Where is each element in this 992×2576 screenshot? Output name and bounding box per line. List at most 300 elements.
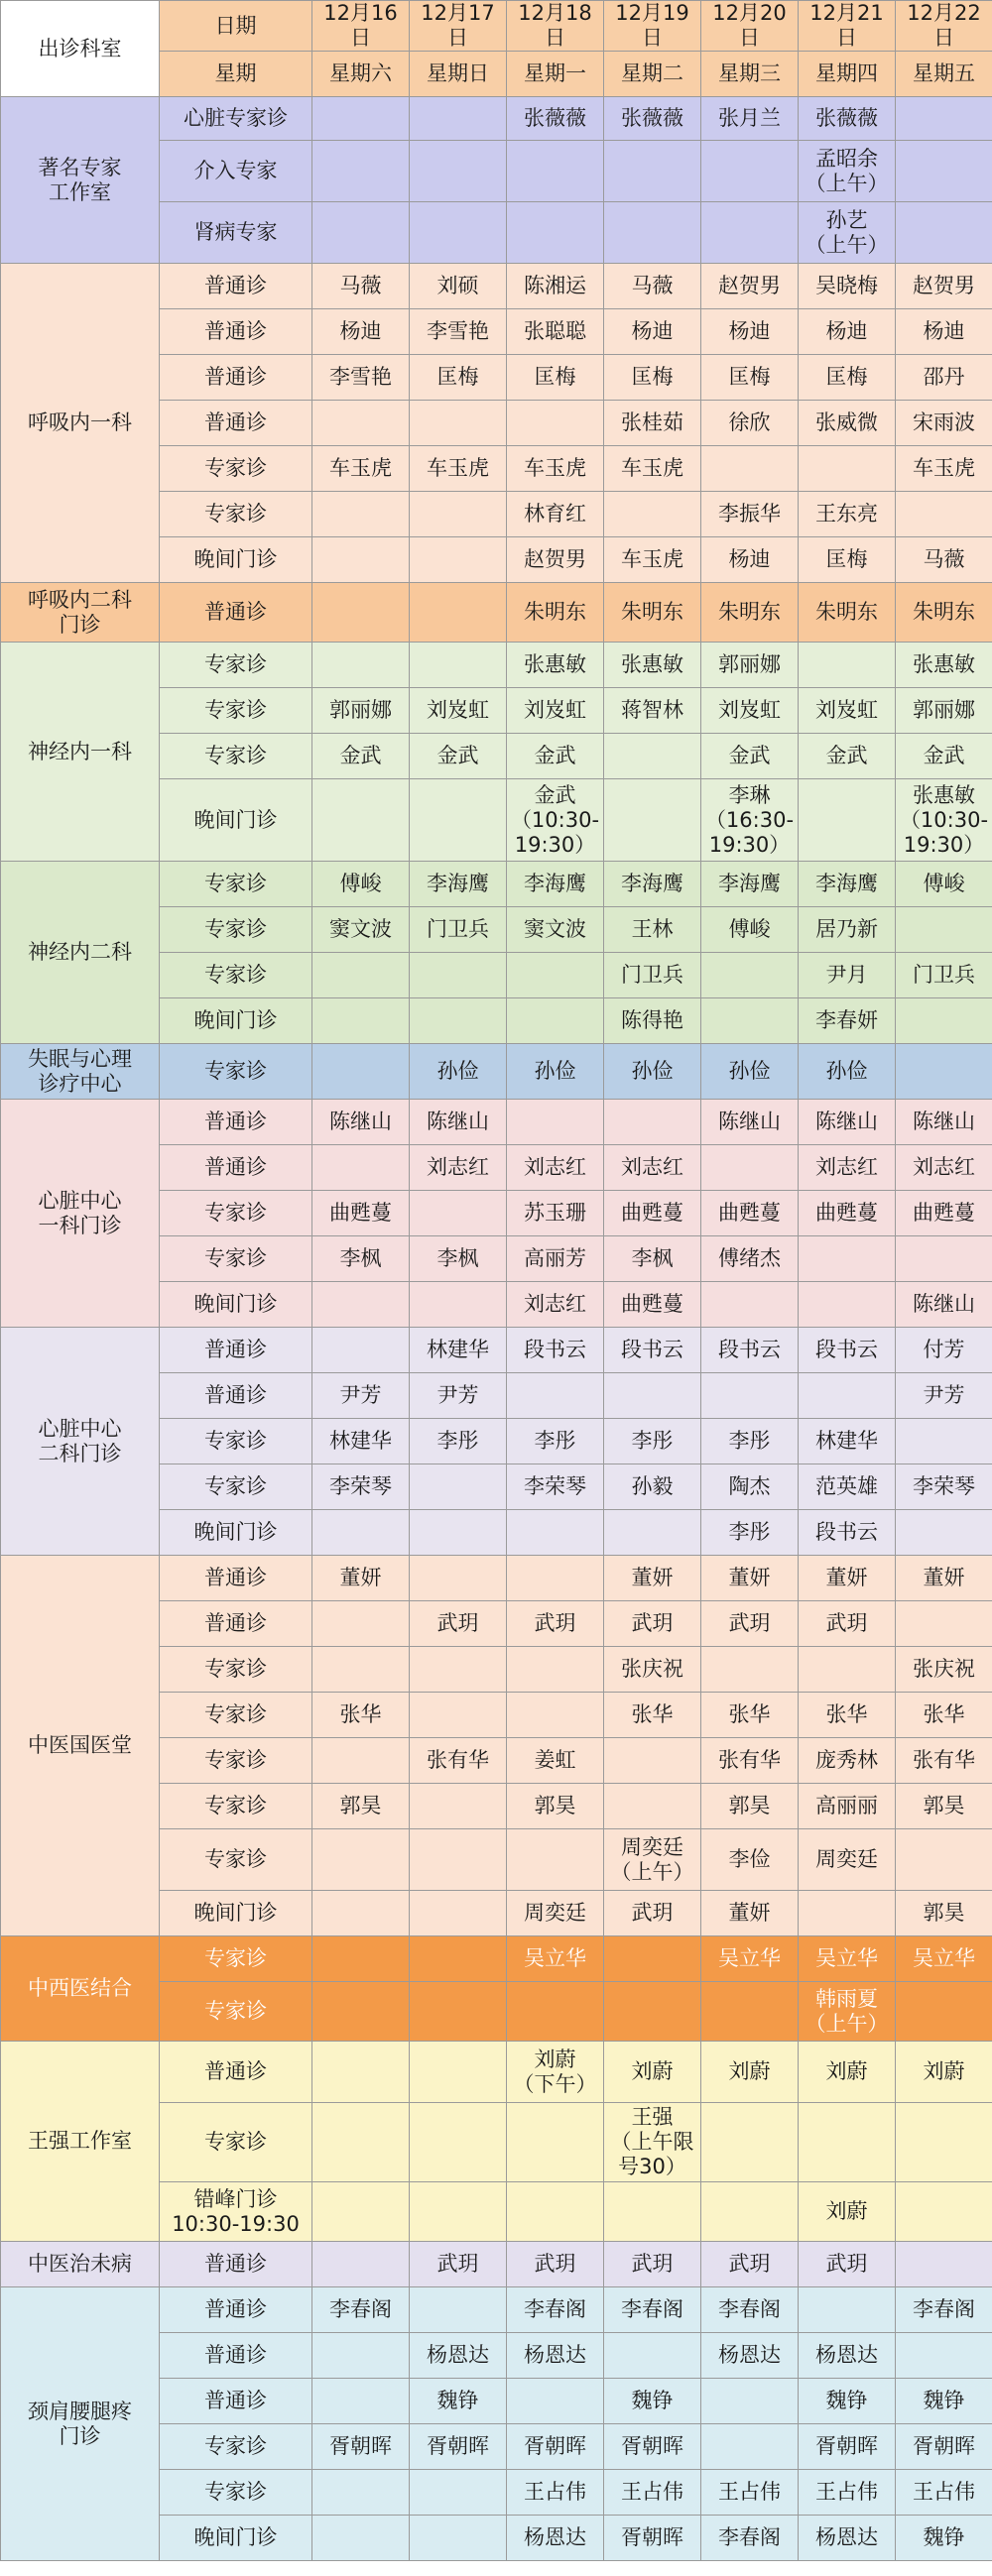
doctor-cell — [312, 1601, 410, 1647]
doctor-cell — [604, 1982, 701, 2042]
doctor-cell: 杨迪 — [312, 309, 410, 355]
doctor-cell — [312, 1891, 410, 1936]
clinic-type-cell: 专家诊 — [160, 2424, 312, 2470]
clinic-type-cell: 普通诊 — [160, 1100, 312, 1145]
doctor-cell: 陈继山 — [701, 1100, 799, 1145]
weekday-cell: 星期日 — [410, 52, 507, 97]
doctor-cell — [312, 2182, 410, 2242]
doctor-cell: 武玥 — [701, 1601, 799, 1647]
clinic-type-cell: 普通诊 — [160, 1556, 312, 1601]
doctor-cell: 陈继山 — [312, 1100, 410, 1145]
doctor-cell: 胥朝晖 — [507, 2424, 604, 2470]
doctor-cell: 段书云 — [799, 1328, 896, 1373]
doctor-cell — [507, 2379, 604, 2424]
doctor-cell — [410, 537, 507, 583]
doctor-cell: 段书云 — [799, 1510, 896, 1556]
doctor-cell: 张有华 — [410, 1738, 507, 1784]
doctor-cell — [604, 2333, 701, 2379]
doctor-cell — [701, 202, 799, 264]
schedule-row — [1, 1936, 992, 1982]
doctor-cell: 傅绪杰 — [701, 1236, 799, 1282]
doctor-cell — [701, 1647, 799, 1693]
doctor-cell — [410, 643, 507, 688]
doctor-cell: 张桂茹 — [604, 401, 701, 446]
doctor-cell: 刘蔚 — [604, 2042, 701, 2103]
doctor-cell: 金武 — [410, 734, 507, 779]
doctor-cell — [799, 1647, 896, 1693]
doctor-cell: 陈继山 — [896, 1100, 992, 1145]
doctor-cell — [312, 2333, 410, 2379]
weekday-cell: 星期三 — [701, 52, 799, 97]
doctor-cell: 孙艺 （上午） — [799, 202, 896, 264]
clinic-type-cell: 专家诊 — [160, 1936, 312, 1982]
doctor-cell: 李彤 — [410, 1419, 507, 1464]
doctor-cell: 张庆祝 — [604, 1647, 701, 1693]
clinic-type-cell: 错峰门诊 10:30-19:30 — [160, 2182, 312, 2242]
clinic-type-cell: 专家诊 — [160, 862, 312, 907]
doctor-cell — [507, 1829, 604, 1891]
doctor-cell: 林建华 — [312, 1419, 410, 1464]
schedule-body — [1, 1, 992, 2561]
doctor-cell — [312, 97, 410, 141]
doctor-cell: 李彤 — [507, 1419, 604, 1464]
department-cell: 颈肩腰腿疼 门诊 — [1, 2287, 160, 2561]
doctor-cell — [410, 1936, 507, 1982]
doctor-cell — [312, 1647, 410, 1693]
doctor-cell — [312, 1936, 410, 1982]
doctor-cell: 朱明东 — [604, 583, 701, 643]
date-cell: 12月16日 — [312, 1, 410, 52]
doctor-cell: 李春阁 — [312, 2287, 410, 2333]
doctor-cell: 李彤 — [701, 1419, 799, 1464]
doctor-cell: 孙俭 — [604, 1044, 701, 1100]
doctor-cell — [896, 907, 992, 953]
doctor-cell: 陈继山 — [896, 1282, 992, 1328]
doctor-cell: 郭丽娜 — [896, 688, 992, 734]
schedule-row — [1, 2242, 992, 2287]
date-label: 日期 — [160, 1, 312, 52]
doctor-cell: 张薇薇 — [604, 97, 701, 141]
doctor-cell: 段书云 — [701, 1328, 799, 1373]
doctor-cell: 刘硕 — [410, 264, 507, 309]
doctor-cell: 王占伟 — [701, 2470, 799, 2516]
doctor-cell — [410, 1556, 507, 1601]
doctor-cell — [410, 97, 507, 141]
department-cell: 神经内二科 — [1, 862, 160, 1044]
doctor-cell: 傅峻 — [312, 862, 410, 907]
doctor-cell — [410, 1191, 507, 1236]
doctor-cell: 武玥 — [410, 2242, 507, 2287]
schedule-row — [1, 264, 992, 309]
department-cell: 中西医结合 — [1, 1936, 160, 2042]
doctor-cell: 周奕廷 （上午） — [604, 1829, 701, 1891]
doctor-cell: 王占伟 — [604, 2470, 701, 2516]
doctor-cell: 张威微 — [799, 401, 896, 446]
doctor-cell — [507, 1373, 604, 1419]
doctor-cell: 杨迪 — [701, 309, 799, 355]
clinic-type-cell: 晚间门诊 — [160, 537, 312, 583]
doctor-cell: 李琳 （16:30- 19:30） — [701, 779, 799, 862]
clinic-type-cell: 专家诊 — [160, 1829, 312, 1891]
doctor-cell — [410, 202, 507, 264]
clinic-type-cell: 普通诊 — [160, 1601, 312, 1647]
doctor-cell: 刘蔚 — [799, 2042, 896, 2103]
doctor-cell — [896, 1982, 992, 2042]
doctor-cell: 杨迪 — [896, 309, 992, 355]
doctor-cell — [312, 1510, 410, 1556]
doctor-cell — [701, 446, 799, 492]
doctor-cell — [507, 1556, 604, 1601]
doctor-cell: 宋雨波 — [896, 401, 992, 446]
doctor-cell — [799, 1373, 896, 1419]
doctor-cell: 武玥 — [701, 2242, 799, 2287]
doctor-cell: 曲甦蔓 — [604, 1191, 701, 1236]
doctor-cell — [507, 1510, 604, 1556]
doctor-cell: 车玉虎 — [312, 446, 410, 492]
doctor-cell: 金武 — [312, 734, 410, 779]
doctor-cell: 曲甦蔓 — [312, 1191, 410, 1236]
doctor-cell: 孙俭 — [507, 1044, 604, 1100]
department-cell: 中医国医堂 — [1, 1556, 160, 1936]
doctor-cell: 李荣琴 — [896, 1464, 992, 1510]
doctor-cell — [312, 2242, 410, 2287]
doctor-cell: 郭昊 — [896, 1891, 992, 1936]
doctor-cell — [799, 1891, 896, 1936]
doctor-cell: 杨恩达 — [799, 2516, 896, 2561]
doctor-cell — [799, 643, 896, 688]
doctor-cell — [604, 1738, 701, 1784]
doctor-cell — [701, 998, 799, 1044]
doctor-cell: 李彤 — [604, 1419, 701, 1464]
doctor-cell: 李枫 — [410, 1236, 507, 1282]
doctor-cell: 武玥 — [604, 2242, 701, 2287]
doctor-cell: 吴立华 — [701, 1936, 799, 1982]
doctor-cell: 金武 （10:30- 19:30） — [507, 779, 604, 862]
doctor-cell: 匡梅 — [410, 355, 507, 401]
schedule-row — [1, 1328, 992, 1373]
doctor-cell — [312, 1145, 410, 1191]
doctor-cell: 刘志红 — [604, 1145, 701, 1191]
doctor-cell: 尹月 — [799, 953, 896, 998]
doctor-cell — [410, 1647, 507, 1693]
doctor-cell: 匡梅 — [701, 355, 799, 401]
doctor-cell: 王强 （上午限 号30） — [604, 2103, 701, 2182]
doctor-cell — [701, 1982, 799, 2042]
doctor-cell: 刘岌虹 — [410, 688, 507, 734]
doctor-cell: 张华 — [799, 1693, 896, 1738]
doctor-cell: 李春阁 — [507, 2287, 604, 2333]
doctor-cell — [312, 1328, 410, 1373]
doctor-cell: 李海鹰 — [701, 862, 799, 907]
doctor-cell: 李荣琴 — [507, 1464, 604, 1510]
clinic-type-cell: 普通诊 — [160, 2333, 312, 2379]
doctor-cell: 郭昊 — [507, 1784, 604, 1829]
doctor-cell: 陈继山 — [410, 1100, 507, 1145]
doctor-cell — [410, 141, 507, 202]
doctor-cell: 杨恩达 — [410, 2333, 507, 2379]
doctor-cell — [701, 2379, 799, 2424]
clinic-type-cell: 普通诊 — [160, 2042, 312, 2103]
doctor-cell: 刘蔚 — [896, 2042, 992, 2103]
doctor-cell: 武玥 — [507, 2242, 604, 2287]
doctor-cell — [410, 998, 507, 1044]
doctor-cell: 林育红 — [507, 492, 604, 537]
weekday-label: 星期 — [160, 52, 312, 97]
doctor-cell — [312, 1982, 410, 2042]
doctor-cell: 车玉虎 — [896, 446, 992, 492]
clinic-type-cell: 专家诊 — [160, 1191, 312, 1236]
department-cell: 心脏中心 一科门诊 — [1, 1100, 160, 1328]
doctor-cell: 朱明东 — [701, 583, 799, 643]
doctor-cell — [701, 2103, 799, 2182]
doctor-cell — [896, 2182, 992, 2242]
doctor-cell: 车玉虎 — [507, 446, 604, 492]
doctor-cell: 郭昊 — [701, 1784, 799, 1829]
clinic-type-cell: 晚间门诊 — [160, 2516, 312, 2561]
clinic-type-cell: 心脏专家诊 — [160, 97, 312, 141]
doctor-cell — [896, 141, 992, 202]
doctor-cell: 李海鹰 — [604, 862, 701, 907]
doctor-cell: 车玉虎 — [604, 446, 701, 492]
doctor-cell — [896, 1829, 992, 1891]
doctor-cell: 曲甦蔓 — [701, 1191, 799, 1236]
doctor-cell: 付芳 — [896, 1328, 992, 1373]
clinic-type-cell: 专家诊 — [160, 1044, 312, 1100]
doctor-cell: 武玥 — [799, 2242, 896, 2287]
doctor-cell: 门卫兵 — [896, 953, 992, 998]
clinic-type-cell: 普通诊 — [160, 355, 312, 401]
doctor-cell: 胥朝晖 — [604, 2424, 701, 2470]
department-cell: 王强工作室 — [1, 2042, 160, 2242]
doctor-cell — [410, 779, 507, 862]
doctor-cell: 董妍 — [701, 1556, 799, 1601]
doctor-cell — [312, 953, 410, 998]
department-cell: 神经内一科 — [1, 643, 160, 862]
doctor-cell — [312, 141, 410, 202]
department-cell: 中医治未病 — [1, 2242, 160, 2287]
doctor-cell: 李振华 — [701, 492, 799, 537]
doctor-cell: 窦文波 — [507, 907, 604, 953]
doctor-cell: 董妍 — [312, 1556, 410, 1601]
doctor-cell: 张华 — [604, 1693, 701, 1738]
weekday-cell: 星期六 — [312, 52, 410, 97]
doctor-cell: 孙俭 — [799, 1044, 896, 1100]
doctor-cell: 曲甦蔓 — [896, 1191, 992, 1236]
doctor-cell: 车玉虎 — [410, 446, 507, 492]
doctor-cell: 魏铮 — [410, 2379, 507, 2424]
doctor-cell: 周奕廷 — [799, 1829, 896, 1891]
doctor-cell: 郭丽娜 — [312, 688, 410, 734]
doctor-cell — [799, 779, 896, 862]
doctor-cell: 金武 — [507, 734, 604, 779]
doctor-cell: 刘岌虹 — [799, 688, 896, 734]
doctor-cell — [312, 1044, 410, 1100]
doctor-cell — [604, 779, 701, 862]
date-cell: 12月22日 — [896, 1, 992, 52]
doctor-cell: 高丽芳 — [507, 1236, 604, 1282]
schedule-row — [1, 862, 992, 907]
doctor-cell: 金武 — [896, 734, 992, 779]
doctor-cell — [701, 2424, 799, 2470]
doctor-cell — [896, 2242, 992, 2287]
date-cell: 12月17日 — [410, 1, 507, 52]
doctor-cell: 庞秀林 — [799, 1738, 896, 1784]
clinic-type-cell: 普通诊 — [160, 309, 312, 355]
doctor-cell: 匡梅 — [799, 537, 896, 583]
doctor-cell: 郭昊 — [312, 1784, 410, 1829]
doctor-cell: 郭昊 — [896, 1784, 992, 1829]
doctor-cell — [701, 141, 799, 202]
clinic-type-cell: 普通诊 — [160, 264, 312, 309]
clinic-type-cell: 晚间门诊 — [160, 1510, 312, 1556]
doctor-cell: 匡梅 — [604, 355, 701, 401]
doctor-cell: 韩雨夏 （上午） — [799, 1982, 896, 2042]
doctor-cell: 傅峻 — [701, 907, 799, 953]
doctor-cell — [896, 2103, 992, 2182]
doctor-cell — [507, 2103, 604, 2182]
clinic-type-cell: 专家诊 — [160, 643, 312, 688]
clinic-type-cell: 专家诊 — [160, 1236, 312, 1282]
clinic-type-cell: 肾病专家 — [160, 202, 312, 264]
doctor-cell — [410, 1891, 507, 1936]
clinic-type-cell: 专家诊 — [160, 734, 312, 779]
doctor-cell: 门卫兵 — [410, 907, 507, 953]
date-cell: 12月20日 — [701, 1, 799, 52]
doctor-cell — [604, 734, 701, 779]
date-cell: 12月19日 — [604, 1, 701, 52]
doctor-cell — [507, 1693, 604, 1738]
doctor-cell: 李雪艳 — [410, 309, 507, 355]
doctor-cell: 孙俭 — [701, 1044, 799, 1100]
date-header-row — [1, 1, 992, 52]
doctor-cell — [312, 1282, 410, 1328]
doctor-cell — [410, 2103, 507, 2182]
doctor-cell: 张华 — [896, 1693, 992, 1738]
doctor-cell: 曲甦蔓 — [799, 1191, 896, 1236]
doctor-cell — [896, 97, 992, 141]
doctor-cell: 周奕廷 — [507, 1891, 604, 1936]
doctor-cell: 张华 — [701, 1693, 799, 1738]
clinic-type-cell: 专家诊 — [160, 688, 312, 734]
date-cell: 12月18日 — [507, 1, 604, 52]
doctor-cell: 尹芳 — [896, 1373, 992, 1419]
schedule-row — [1, 2287, 992, 2333]
doctor-cell: 李海鹰 — [507, 862, 604, 907]
doctor-cell: 孟昭余 （上午） — [799, 141, 896, 202]
doctor-cell: 李春妍 — [799, 998, 896, 1044]
doctor-cell: 武玥 — [507, 1601, 604, 1647]
doctor-cell — [312, 202, 410, 264]
doctor-cell: 李海鹰 — [799, 862, 896, 907]
doctor-cell: 陈得艳 — [604, 998, 701, 1044]
doctor-cell: 陶杰 — [701, 1464, 799, 1510]
doctor-cell: 赵贺男 — [896, 264, 992, 309]
clinic-type-cell: 专家诊 — [160, 1738, 312, 1784]
doctor-cell: 刘志红 — [799, 1145, 896, 1191]
doctor-cell: 杨迪 — [701, 537, 799, 583]
doctor-cell — [410, 1982, 507, 2042]
doctor-cell: 郭丽娜 — [701, 643, 799, 688]
doctor-cell: 姜虹 — [507, 1738, 604, 1784]
doctor-cell — [410, 1510, 507, 1556]
doctor-cell — [507, 998, 604, 1044]
clinic-type-cell: 专家诊 — [160, 446, 312, 492]
doctor-cell: 武玥 — [604, 1891, 701, 1936]
doctor-cell: 杨迪 — [604, 309, 701, 355]
doctor-cell — [312, 2103, 410, 2182]
doctor-cell: 朱明东 — [799, 583, 896, 643]
doctor-cell: 武玥 — [410, 1601, 507, 1647]
department-cell: 呼吸内一科 — [1, 264, 160, 583]
doctor-cell — [701, 1373, 799, 1419]
doctor-cell: 刘岌虹 — [507, 688, 604, 734]
doctor-cell: 张华 — [312, 1693, 410, 1738]
clinic-type-cell: 普通诊 — [160, 1328, 312, 1373]
doctor-cell — [507, 953, 604, 998]
doctor-cell — [604, 1936, 701, 1982]
doctor-cell: 魏铮 — [799, 2379, 896, 2424]
doctor-cell: 李春阁 — [896, 2287, 992, 2333]
doctor-cell: 董妍 — [896, 1556, 992, 1601]
doctor-cell: 张惠敏 — [507, 643, 604, 688]
doctor-cell — [896, 1236, 992, 1282]
doctor-cell: 刘岌虹 — [701, 688, 799, 734]
schedule-row — [1, 97, 992, 141]
doctor-cell — [896, 202, 992, 264]
doctor-cell: 杨恩达 — [701, 2333, 799, 2379]
doctor-cell: 武玥 — [799, 1601, 896, 1647]
doctor-cell — [604, 1373, 701, 1419]
doctor-cell — [604, 1100, 701, 1145]
clinic-type-cell: 普通诊 — [160, 2242, 312, 2287]
doctor-cell: 王占伟 — [507, 2470, 604, 2516]
doctor-cell: 李雪艳 — [312, 355, 410, 401]
doctor-cell — [896, 1419, 992, 1464]
doctor-cell — [410, 2182, 507, 2242]
clinic-type-cell: 普通诊 — [160, 1145, 312, 1191]
department-cell: 失眠与心理 诊疗中心 — [1, 1044, 160, 1100]
doctor-cell: 李俭 — [701, 1829, 799, 1891]
weekday-cell: 星期二 — [604, 52, 701, 97]
doctor-cell — [896, 2333, 992, 2379]
clinic-type-cell: 晚间门诊 — [160, 998, 312, 1044]
doctor-cell: 段书云 — [507, 1328, 604, 1373]
weekday-cell: 星期五 — [896, 52, 992, 97]
clinic-type-cell: 专家诊 — [160, 1693, 312, 1738]
doctor-cell — [896, 492, 992, 537]
doctor-cell: 王林 — [604, 907, 701, 953]
doctor-cell: 匡梅 — [507, 355, 604, 401]
doctor-cell — [604, 2182, 701, 2242]
doctor-cell: 金武 — [701, 734, 799, 779]
doctor-cell: 赵贺男 — [701, 264, 799, 309]
doctor-cell: 魏铮 — [604, 2379, 701, 2424]
doctor-cell: 刘志红 — [410, 1145, 507, 1191]
doctor-cell: 徐欣 — [701, 401, 799, 446]
doctor-cell: 车玉虎 — [604, 537, 701, 583]
weekday-cell: 星期一 — [507, 52, 604, 97]
doctor-cell: 魏铮 — [896, 2379, 992, 2424]
doctor-cell — [312, 537, 410, 583]
doctor-cell: 李春阁 — [701, 2516, 799, 2561]
doctor-cell: 匡梅 — [799, 355, 896, 401]
weekday-cell: 星期四 — [799, 52, 896, 97]
doctor-cell: 张薇薇 — [507, 97, 604, 141]
doctor-cell — [410, 1784, 507, 1829]
doctor-cell: 张惠敏 — [604, 643, 701, 688]
clinic-type-cell: 专家诊 — [160, 907, 312, 953]
doctor-cell: 马薇 — [896, 537, 992, 583]
